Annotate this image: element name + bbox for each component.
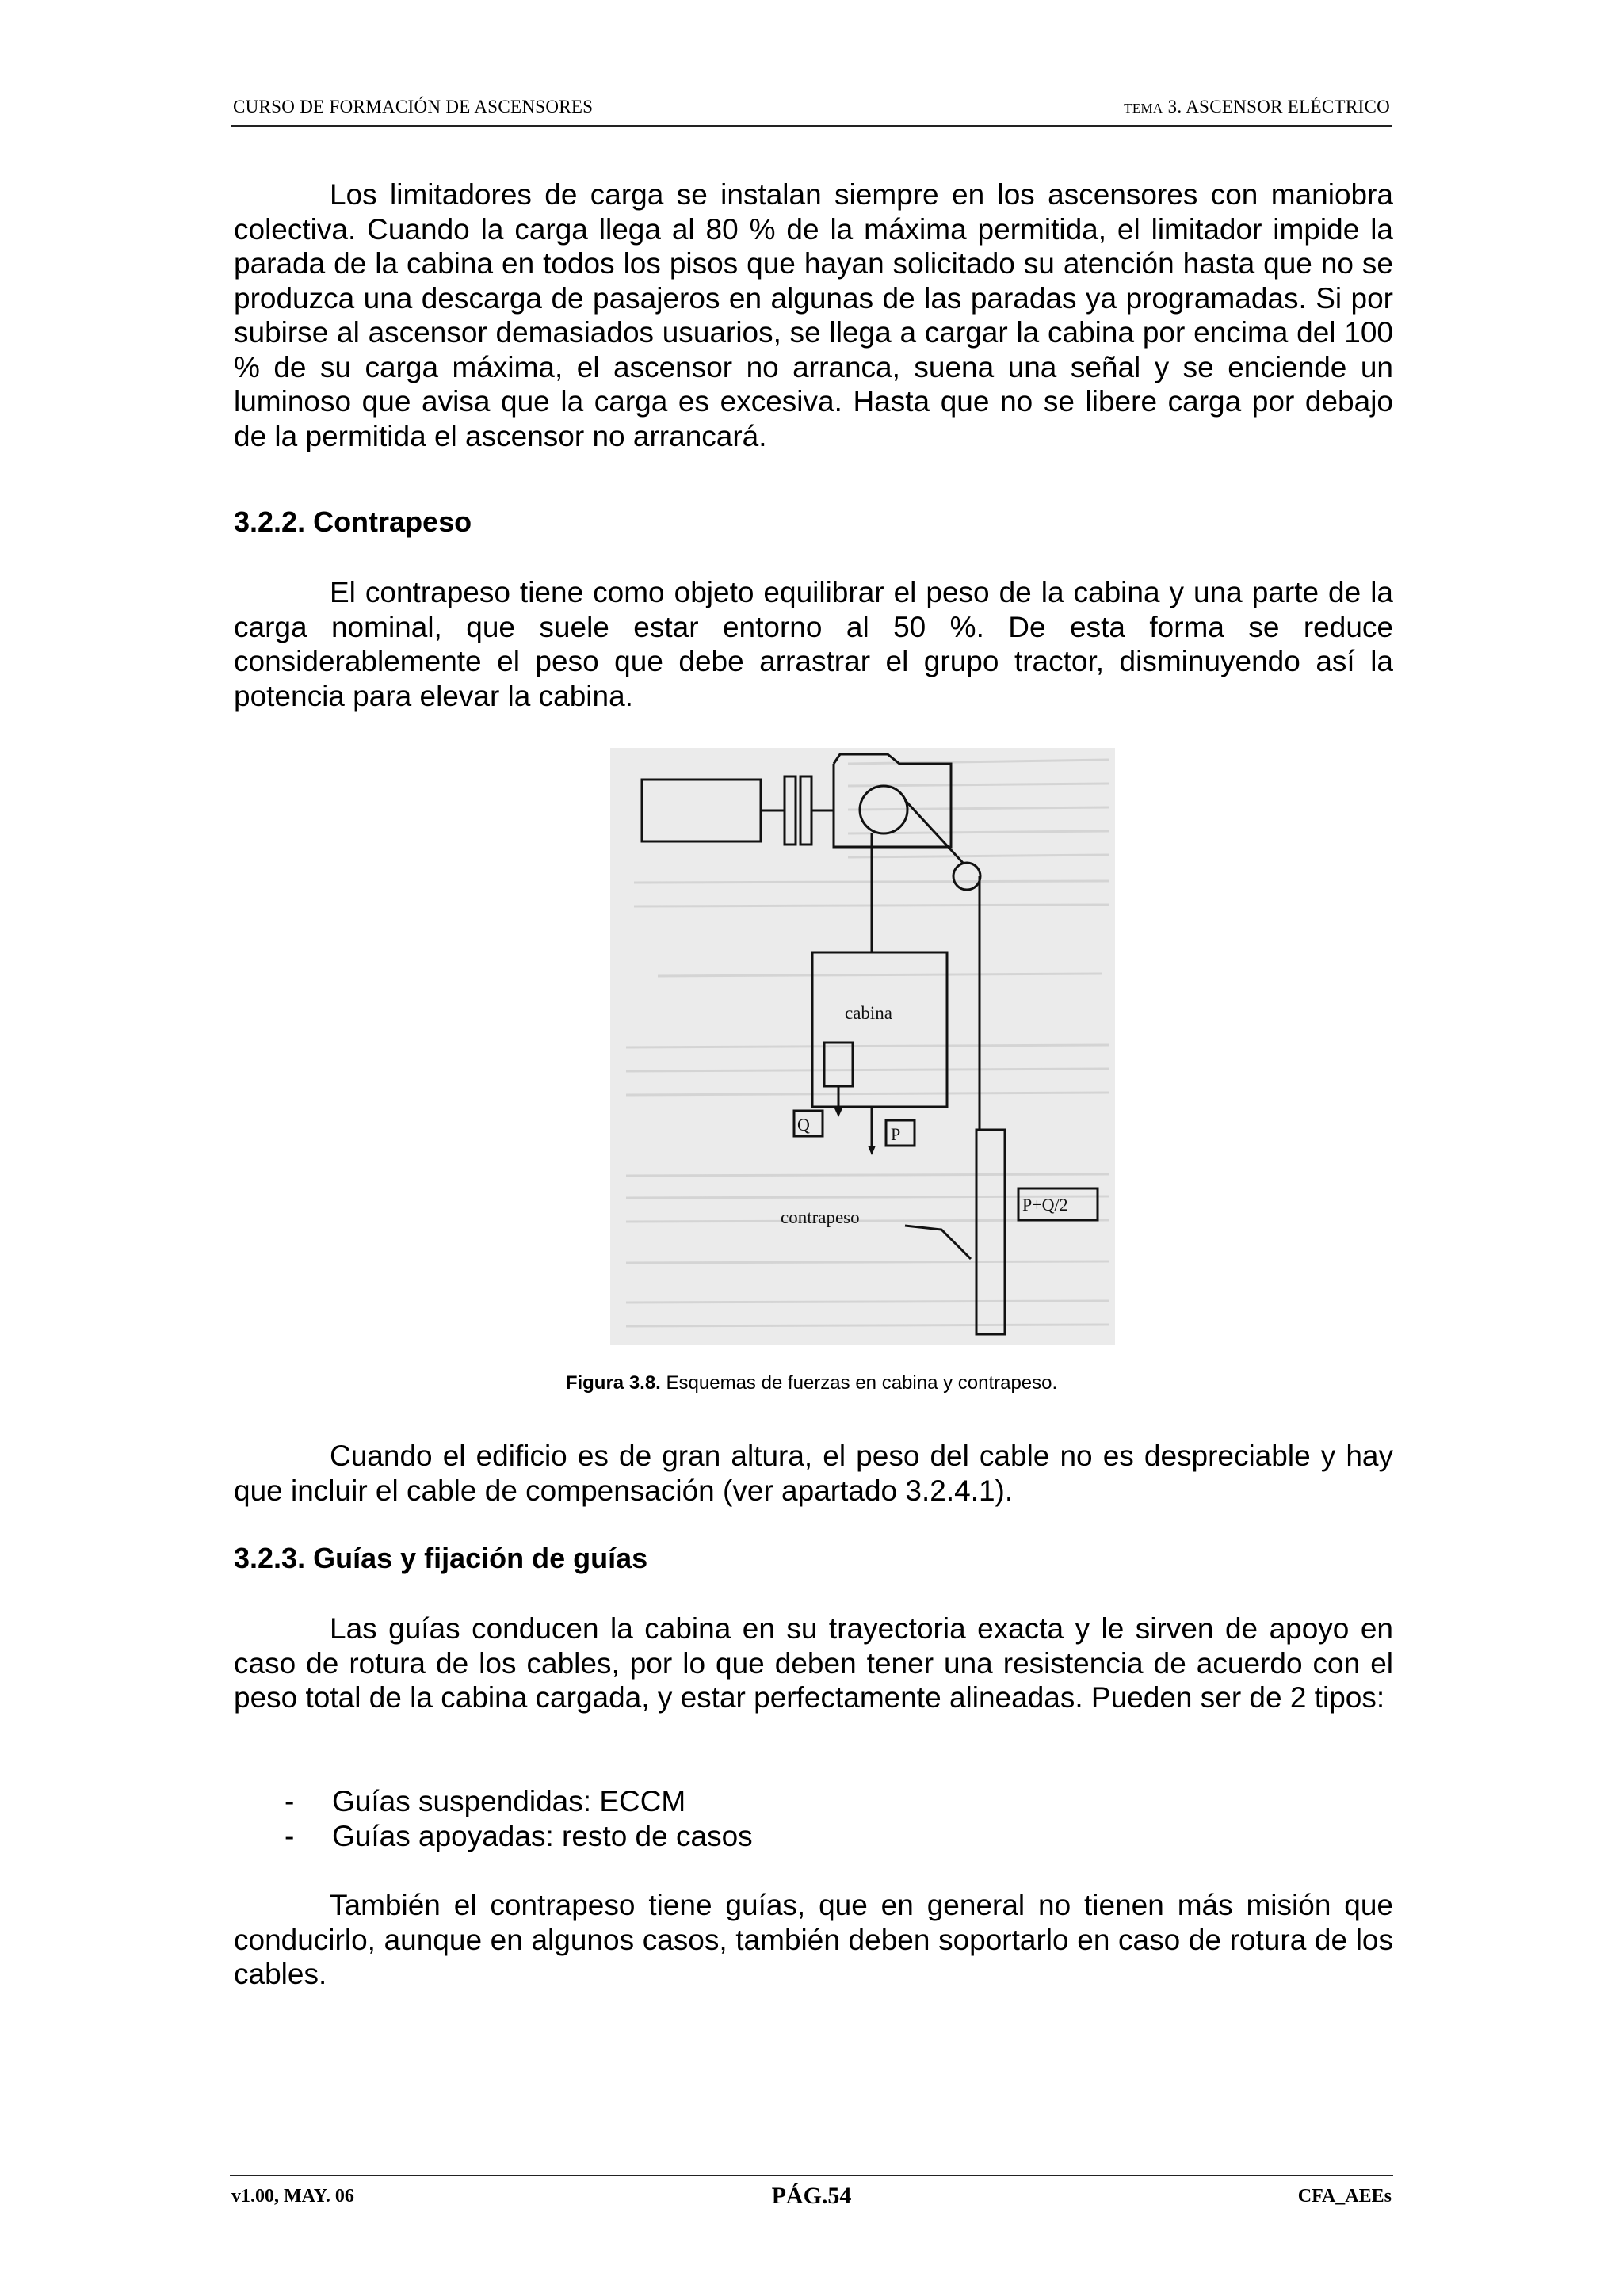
figure-caption-text: Esquemas de fuerzas en cabina y contrapeso. — [666, 1372, 1058, 1394]
header-topic-title: 3. ASCENSOR ELÉCTRICO — [1167, 97, 1390, 116]
header-topic — [1124, 97, 1390, 117]
footer-version: v1.00, MAY. 06 — [231, 2186, 354, 2206]
guias-types-list — [234, 1784, 1393, 1853]
paragraph-tambien: También el contrapeso tiene guías, que en general no tienen más misión que conducirlo, aunque en algunos casos, también deben soportarlo en caso de rotura de los cables. — [234, 1889, 1393, 1990]
header-topic-prefix: TEMA — [1124, 101, 1163, 116]
paragraph-limitadores: Los limitadores de carga se instalan siempre en los ascensores con maniobra colectiva. Cuando la carga llega al 80 % de la máxima permitida, el limitador impide la parada de la cabina en todos los pisos que hayan solicitado su atención hasta que no se produzca una descarga de pasajeros en algunas de las paradas ya programadas. Si por subirse al ascensor demasiados usuarios, se llega a cargar la cabina por encima del 100 % de su carga máxima, el ascensor no arranca, suena una señal y se enciende un luminoso que avisa que la carga es excesiva. Hasta que no se libere carga por debajo de la permitida el ascensor no arrancará. — [234, 178, 1393, 452]
header-course-title: CURSO DE FORMACIÓN DE ASCENSORES — [233, 97, 594, 116]
list-item-dash: - — [285, 1785, 295, 1817]
paragraph-contrapeso: El contrapeso tiene como objeto equilibrar el peso de la cabina y una parte de la carga nominal, que suele estar entorno al 50 %. De esta forma se reduce considerablemente el peso que debe arrastrar el grupo tractor, disminuyendo así la potencia para elevar la cabina. — [234, 576, 1393, 712]
figure-caption — [0, 1372, 1623, 1394]
figure-caption-label: Figura 3.8. — [565, 1372, 661, 1394]
list-item — [234, 1819, 1393, 1854]
p-label: P — [891, 1124, 901, 1144]
paragraph-guias: Las guías conducen la cabina en su trayectoria exacta y le sirven de apoyo en caso de rotura de los cables, por lo que deben tener una resistencia de acuerdo con el peso total de la cabina cargada, y estar perfectamente alineadas. Pueden ser de 2 tipos: — [234, 1612, 1393, 1714]
page-footer — [230, 2175, 1393, 2216]
list-item-dash: - — [285, 1819, 295, 1852]
list-item — [234, 1784, 1393, 1819]
footer-code: CFA_AEEs — [1297, 2186, 1392, 2206]
contrapeso-label: contrapeso — [781, 1207, 860, 1227]
footer-page-number: PÁG.54 — [771, 2183, 852, 2209]
forces-diagram-svg — [610, 748, 1115, 1345]
list-item-text: Guías apoyadas: resto de casos — [332, 1819, 753, 1852]
pq2-label: P+Q/2 — [1022, 1195, 1068, 1215]
cabina-label: cabina — [845, 1003, 893, 1023]
list-item-text: Guías suspendidas: ECCM — [332, 1785, 686, 1817]
figure-forces-diagram — [610, 748, 1115, 1345]
section-heading-contrapeso: 3.2.2. Contrapeso — [234, 505, 472, 538]
page-header — [231, 97, 1392, 127]
section-heading-guias: 3.2.3. Guías y fijación de guías — [234, 1542, 648, 1574]
paragraph-edificio: Cuando el edificio es de gran altura, el peso del cable no es despreciable y hay que incluir el cable de compensación (ver apartado 3.2.4.1). — [234, 1440, 1393, 1507]
q-label: Q — [797, 1115, 810, 1135]
